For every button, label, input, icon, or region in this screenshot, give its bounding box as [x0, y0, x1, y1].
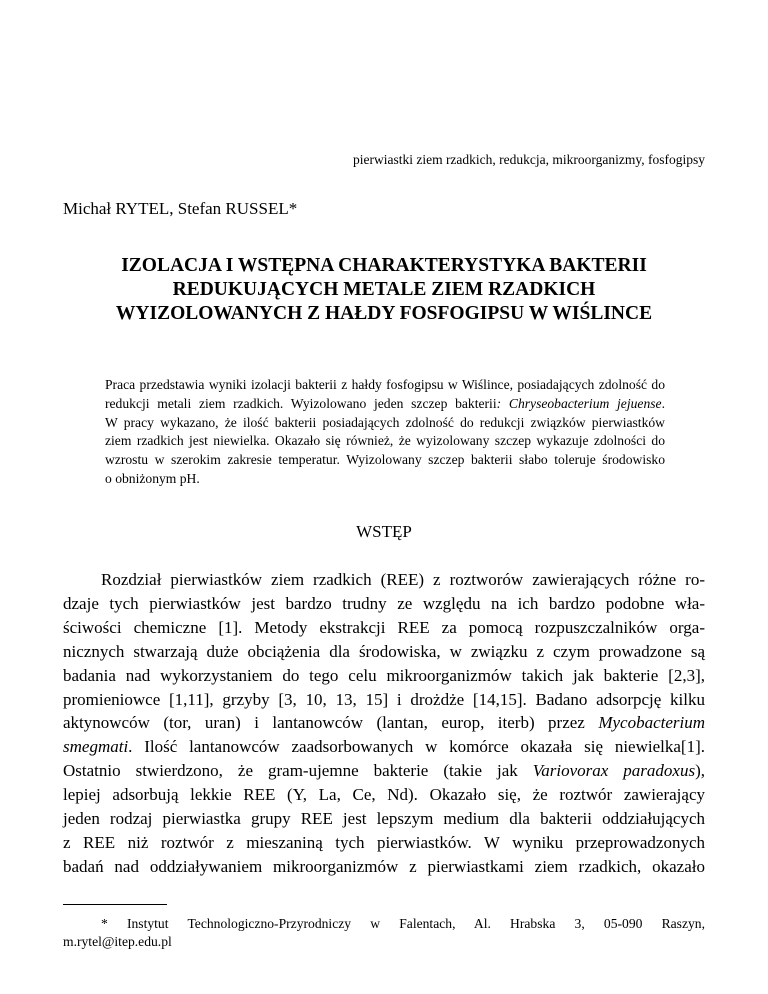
- abstract-line: [105, 395, 665, 414]
- body-line: Rozdział pierwiastków ziem rzadkich (REE) z roztworów zawierających różne ro-: [101, 570, 705, 589]
- species-name: smegmati: [63, 737, 129, 757]
- abstract-line: W pracy wykazano, że ilość bakterii posiadających zdolność do redukcji związków pierwiastków: [105, 414, 665, 430]
- abstract-line: Praca przedstawia wyniki izolacji bakterii z hałdy fosfogipsu w Wiślince, posiadających zdolność do: [105, 377, 665, 392]
- paper-title: [63, 254, 705, 326]
- footnote-line: * Instytut Technologiczno-Przyrodniczy w Falentach, Al. Hrabska 3, 05-090 Raszyn,: [101, 916, 705, 931]
- species-name: Variovorax paradoxus: [532, 761, 696, 781]
- authors: Michał RYTEL, Stefan RUSSEL*: [63, 199, 298, 218]
- abstract-text: redukcji metali ziem rzadkich. Wyizolowano jeden szczep bakterii: [105, 395, 497, 411]
- abstract-line: o obniżonym pH.: [105, 470, 200, 486]
- body-line: dzaje tych pierwiastków jest bardzo trudny ze względu na ich bardzo podobne wła-: [63, 593, 705, 613]
- keywords: pierwiastki ziem rzadkich, redukcja, mikroorganizmy, fosfogipsy: [352, 152, 705, 167]
- abstract: [105, 376, 665, 489]
- body-line: [63, 759, 705, 783]
- footnote: [63, 915, 705, 951]
- abstract-line: wzrostu w szerokim zakresie temperatur. Wyizolowany szczep bakterii słabo toleruje środowisko: [105, 452, 665, 468]
- body-text-run: Ostatnio stwierdzono, że gram-ujemne bakterie (takie jak: [63, 761, 533, 781]
- section-heading: WSTĘP: [356, 522, 412, 541]
- body-text: [63, 568, 705, 879]
- species-name: Chryseobacterium jejuense: [508, 395, 662, 411]
- body-line: jeden rodzaj pierwiastka grupy REE jest lepszym medium dla bakterii oddziałujących: [63, 809, 705, 829]
- body-text-run: ),: [695, 761, 705, 781]
- abstract-line: ziem rzadkich jest niewielka. Okazało się również, że wyizolowany szczep wykazuje zdolności do: [105, 433, 665, 449]
- body-line: z REE niż roztwór z mieszaniną tych pierwiastków. W wyniku przeprowadzonych: [63, 832, 705, 852]
- body-line: promieniowce [1,11], grzyby [3, 10, 13, 15] i drożdże [14,15]. Badano adsorpcję kilku: [63, 689, 705, 709]
- body-line: badania nad wykorzystaniem do tego celu mikroorganizmów takich jak bakterie [2,3],: [63, 665, 705, 685]
- footnote-rule: [63, 904, 167, 905]
- body-text-run: . Ilość lantanowców zaadsorbowanych w komórce okazała się niewielka[1].: [128, 737, 705, 757]
- footnote-email: m.rytel@itep.edu.pl: [63, 934, 172, 949]
- body-line: ściwości chemiczne [1]. Metody ekstrakcji REE za pomocą rozpuszczalników orga-: [63, 617, 705, 637]
- title-line: WYIZOLOWANYCH Z HAŁDY FOSFOGIPSU W WIŚLINCE: [115, 303, 653, 324]
- body-line: [63, 711, 705, 735]
- abstract-text: .: [661, 395, 665, 411]
- body-text-run: aktynowców (tor, uran) i lantanowców (lantan, europ, iterb) przez: [63, 713, 599, 733]
- body-line: nicznych stwarzają duże obciążenia dla środowiska, w związku z czym prowadzone są: [63, 641, 705, 661]
- title-line: IZOLACJA I WSTĘPNA CHARAKTERYSTYKA BAKTERII: [121, 255, 647, 276]
- body-line: badań nad oddziaływaniem mikroorganizmów z pierwiastkami ziem rzadkich, okazało: [63, 856, 705, 876]
- body-line: lepiej adsorbują lekkie REE (Y, La, Ce, Nd). Okazało się, że roztwór zawierający: [63, 785, 705, 805]
- abstract-colon: :: [496, 395, 509, 411]
- body-line: [63, 735, 705, 759]
- title-line: REDUKUJĄCYCH METALE ZIEM RZADKICH: [172, 279, 596, 300]
- species-name: Mycobacterium: [598, 713, 705, 733]
